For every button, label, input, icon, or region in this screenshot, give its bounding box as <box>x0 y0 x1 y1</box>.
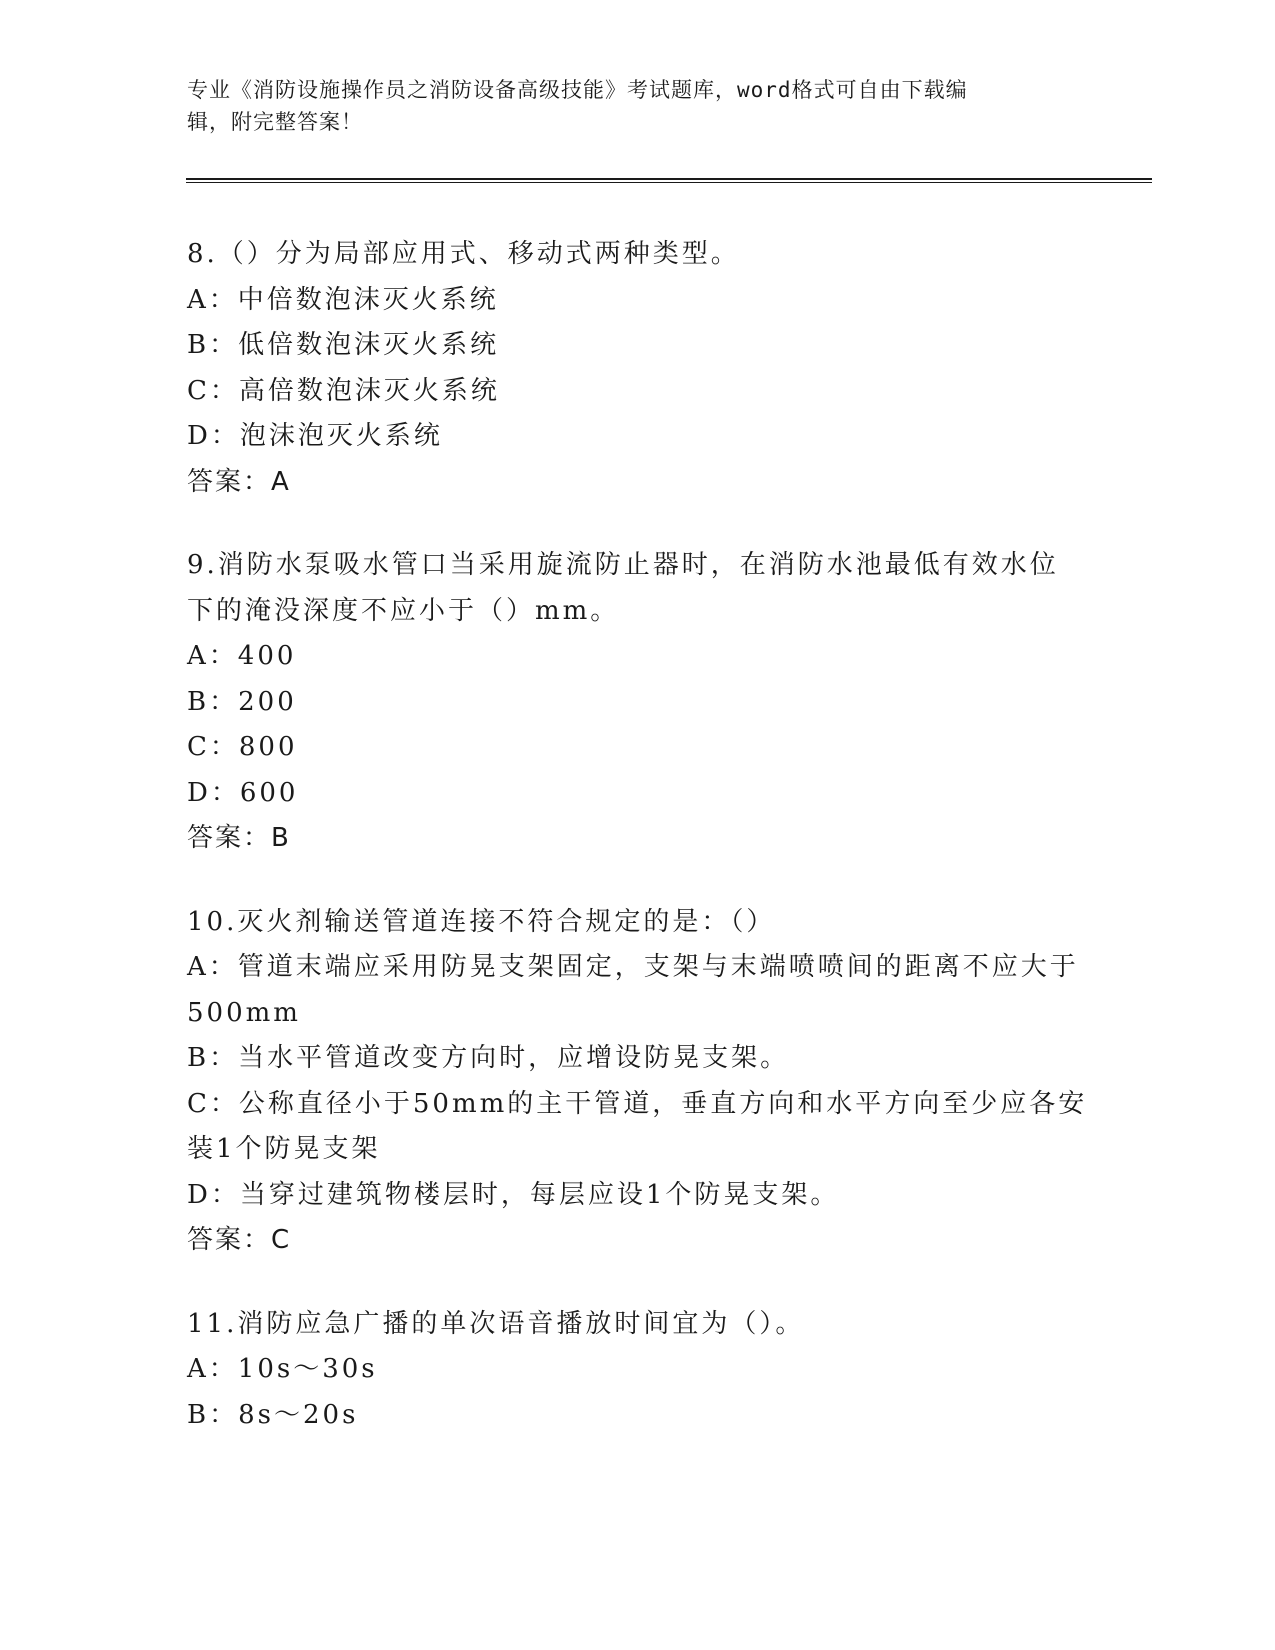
question-stem: 10.灭火剂输送管道连接不符合规定的是：（） <box>187 906 776 937</box>
question-stem: 11.消防应急广播的单次语音播放时间宜为（）。 <box>187 1308 805 1339</box>
question-block <box>187 232 1087 505</box>
header-line-2: 辑，附完整答案！ <box>187 110 363 134</box>
answer-option: B：200 <box>187 686 297 717</box>
question-block <box>187 1302 1087 1439</box>
document-header <box>187 74 1067 138</box>
answer-option: D：当穿过建筑物楼层时，每层应设1个防晃支架。 <box>187 1179 840 1210</box>
answer-option: A：10s～30s <box>187 1354 378 1384</box>
question-block <box>187 543 1087 862</box>
question-stem: 下的淹没深度不应小于（）mm。 <box>187 595 620 626</box>
answer-key: 答案：B <box>187 823 291 853</box>
question-stem: 9.消防水泵吸水管口当采用旋流防止器时，在消防水池最低有效水位 <box>187 550 1059 580</box>
answer-option: B：当水平管道改变方向时，应增设防晃支架。 <box>187 1043 790 1073</box>
answer-option: A：中倍数泡沫灭火系统 <box>187 284 499 315</box>
answer-option: B：低倍数泡沫灭火系统 <box>187 330 500 360</box>
answer-option: 500mm <box>187 997 301 1028</box>
header-divider <box>186 178 1152 183</box>
answer-option: A：管道末端应采用防晃支架固定，支架与末端喷喷间的距离不应大于 <box>187 952 1079 982</box>
question-stem: 8.（）分为局部应用式、移动式两种类型。 <box>187 239 740 269</box>
answer-option: C：800 <box>187 732 298 762</box>
header-line-1: 专业《消防设施操作员之消防设备高级技能》考试题库，word格式可自由下载编 <box>187 78 968 102</box>
question-list <box>187 232 1087 1476</box>
answer-option: A：400 <box>187 641 297 671</box>
answer-option: 装1个防晃支架 <box>187 1134 381 1164</box>
answer-option: B：8s～20s <box>187 1399 359 1430</box>
answer-key: 答案：A <box>187 466 291 497</box>
answer-option: D：泡沫泡灭火系统 <box>187 421 443 451</box>
answer-key: 答案：C <box>187 1225 292 1255</box>
answer-option: C：高倍数泡沫灭火系统 <box>187 375 500 406</box>
answer-option: D：600 <box>187 777 299 808</box>
question-block <box>187 900 1087 1264</box>
answer-option: C：公称直径小于50mm的主干管道，垂直方向和水平方向至少应各安 <box>187 1088 1088 1119</box>
